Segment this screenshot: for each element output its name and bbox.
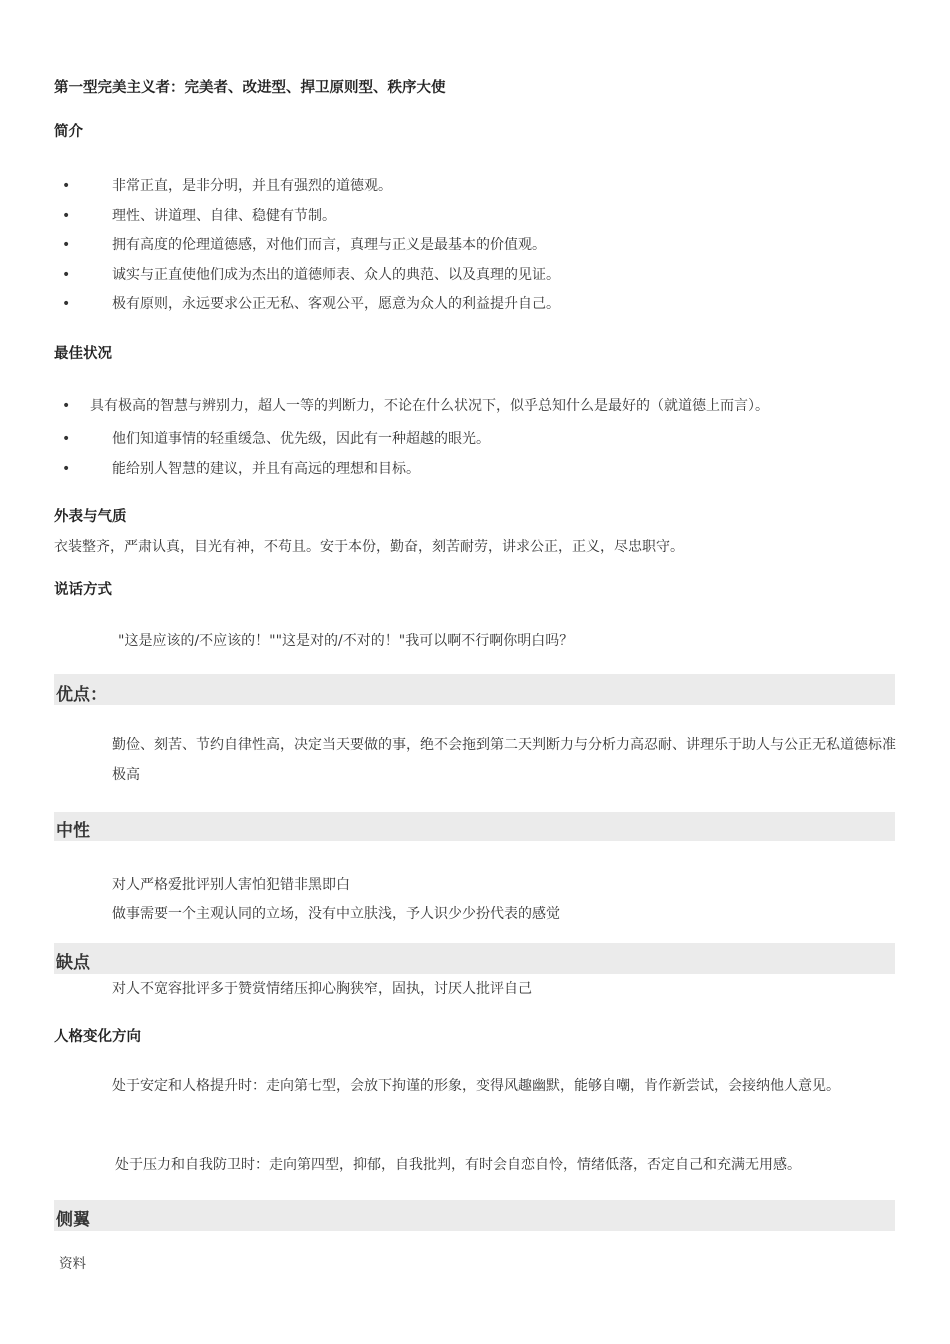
section-heading-strengths: 优点： <box>56 685 107 705</box>
bullet-icon: • <box>62 431 71 447</box>
list-item: • 能给别人智慧的建议，并且有高远的理想和目标。 <box>62 461 420 477</box>
list-item: • 具有极高的智慧与辨别力，超人一等的判断力，不论在什么状况下，似乎总知什么是最好的（就道德上而言）。 <box>62 398 769 414</box>
list-item: • 非常正直，是非分明，并且有强烈的道德观。 <box>62 178 392 194</box>
section-band-neutral <box>54 812 895 841</box>
speech-text: "这是应该的/不应该的！""这是对的/不对的！"我可以啊不行啊你明白吗？ <box>118 633 574 649</box>
section-band-wing <box>54 1200 895 1231</box>
section-heading-best: 最佳状况 <box>54 346 112 362</box>
list-item: • 理性、讲道理、自律、稳健有节制。 <box>62 208 336 224</box>
list-item: • 极有原则，永远要求公正无私、客观公平，愿意为众人的利益提升自己。 <box>62 296 560 312</box>
direction-growth-text: 处于安定和人格提升时：走向第七型，会放下拘谨的形象，变得风趣幽默，能够自嘲，肯作新尝试，会接纳他人意见。 <box>112 1078 840 1094</box>
list-item: • 诚实与正直使他们成为杰出的道德师表、众人的典范、以及真理的见证。 <box>62 267 560 283</box>
bullet-icon: • <box>62 267 71 283</box>
weaknesses-text: 对人不宽容批评多于赞赏情绪压抑心胸狭窄，固执，讨厌人批评自己 <box>112 981 532 997</box>
section-heading-intro: 简介 <box>54 124 83 140</box>
bullet-icon: • <box>62 208 71 224</box>
neutral-line-1: 对人严格爱批评别人害怕犯错非黑即白 <box>112 877 350 893</box>
section-band-weaknesses <box>54 943 895 974</box>
section-heading-speech: 说话方式 <box>54 582 112 598</box>
direction-stress-text: 处于压力和自我防卫时：走向第四型，抑郁，自我批判，有时会自恋自怜，情绪低落，否定自己和充满无用感。 <box>115 1157 801 1173</box>
bullet-icon: • <box>62 461 71 477</box>
strengths-text: 勤俭、刻苦、节约自律性高，决定当天要做的事，绝不会拖到第二天判断力与分析力高忍耐、讲理乐于助人与公正无私道德标准极高 <box>112 737 896 783</box>
section-heading-appearance: 外表与气质 <box>54 509 127 525</box>
section-heading-wing: 侧翼 <box>56 1210 90 1230</box>
neutral-line-2: 做事需要一个主观认同的立场，没有中立肤浅，予人识少少扮代表的感觉 <box>112 906 560 922</box>
section-heading-weaknesses: 缺点 <box>56 953 90 973</box>
bullet-icon: • <box>62 178 71 194</box>
list-item: • 拥有高度的伦理道德感，对他们而言，真理与正义是最基本的价值观。 <box>62 237 546 253</box>
section-heading-direction: 人格变化方向 <box>54 1029 141 1045</box>
appearance-text: 衣装整齐，严肃认真，目光有神，不苟且。安于本份，勤奋，刻苦耐劳，讲求公正，正义，尽忠职守。 <box>54 539 684 555</box>
section-band-strengths <box>54 674 895 705</box>
section-heading-neutral: 中性 <box>56 821 90 841</box>
bullet-icon: • <box>62 237 71 253</box>
list-item: • 他们知道事情的轻重缓急、优先级，因此有一种超越的眼光。 <box>62 431 490 447</box>
bullet-icon: • <box>62 296 71 312</box>
bullet-icon: • <box>62 398 71 414</box>
page-title: 第一型完美主义者：完美者、改进型、捍卫原则型、秩序大使 <box>54 80 446 96</box>
footer-text: 资料 <box>59 1256 86 1272</box>
